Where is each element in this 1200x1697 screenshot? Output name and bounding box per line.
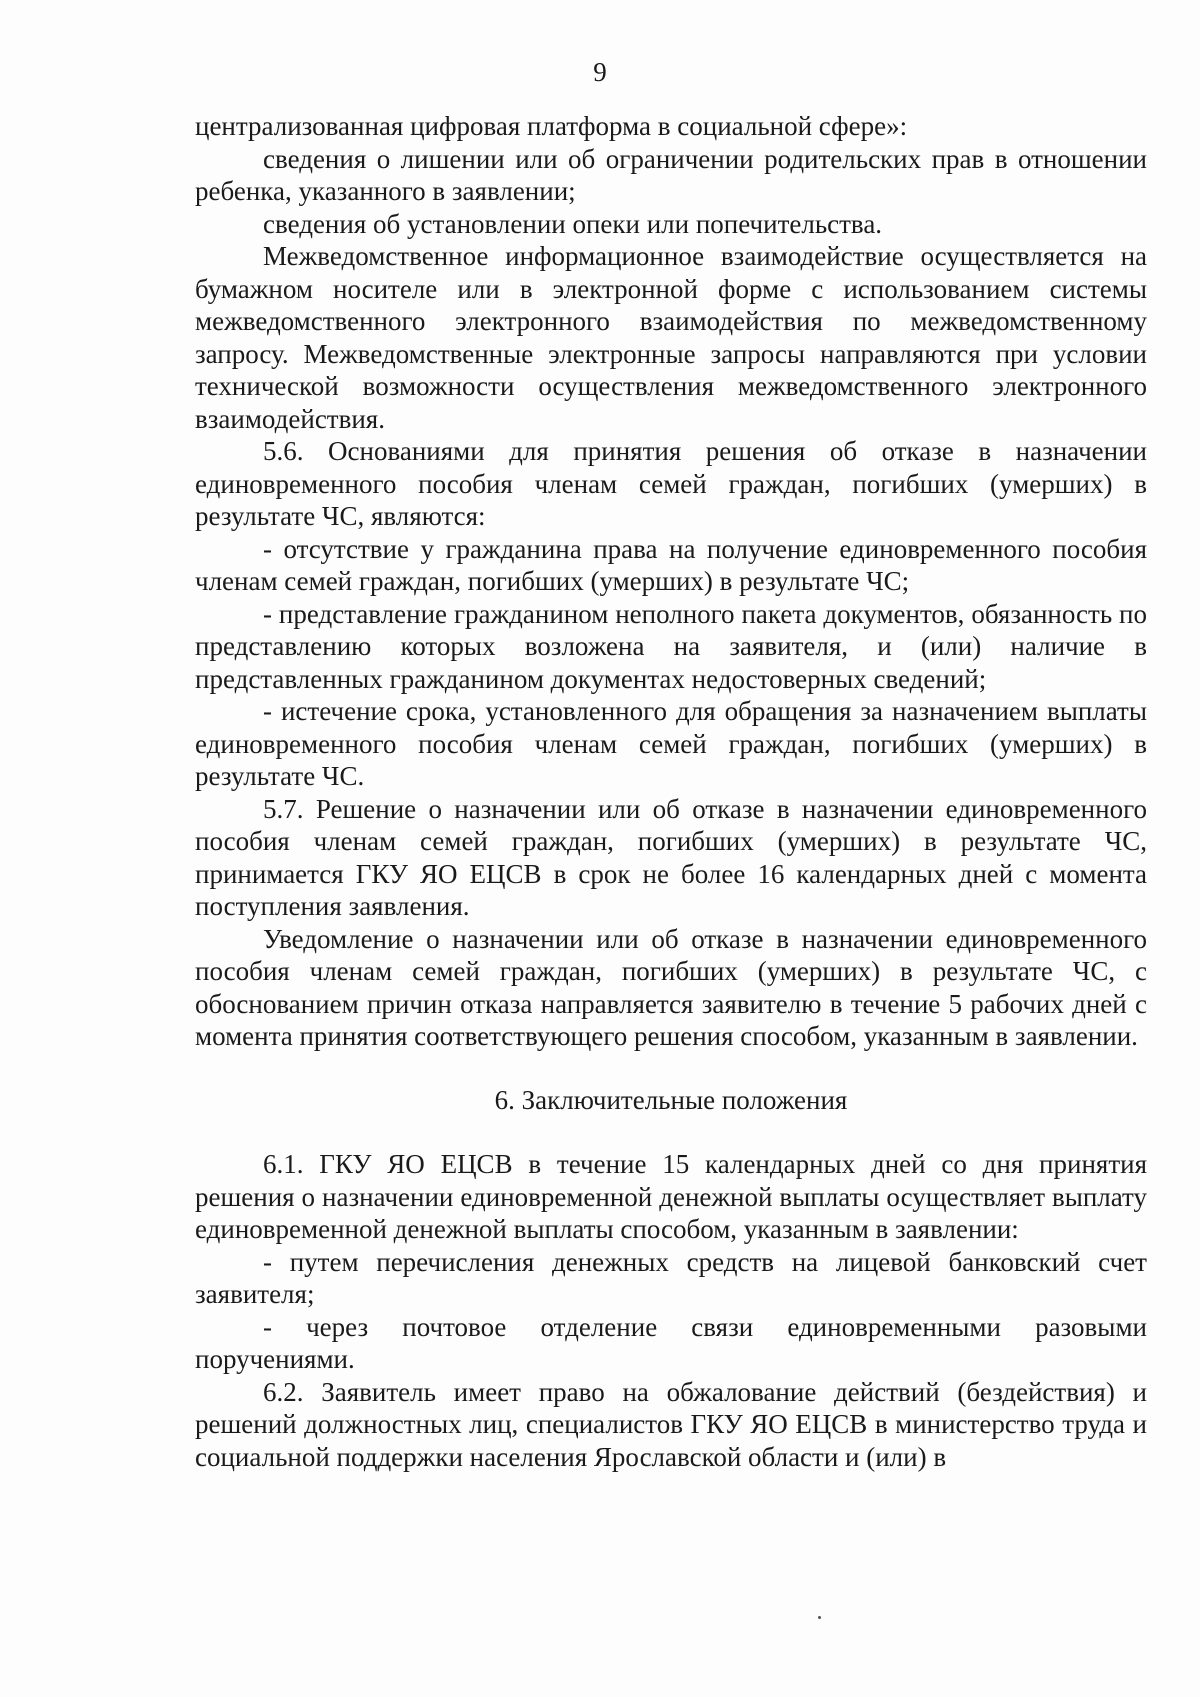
paragraph-interagency-interaction: Межведомственное информационное взаимодействие осуществляется на бумажном носителе или в электронной форме с использованием системы межведомственного электронного взаимодействия по межведомственному запросу. Межведомственные электронные запросы направляются при условии технической возможности осуществления межведомственного электронного взаимодействия. <box>195 241 1147 434</box>
list-item-incomplete-documents: - представление гражданином неполного пакета документов, обязанность по представлению которых возложена на заявителя, и (или) наличие в представленных гражданином документах недостоверных сведений; <box>195 598 1147 694</box>
list-item-bank-transfer: - путем перечисления денежных средств на лицевой банковский счет заявителя; <box>195 1246 1147 1309</box>
section-6-title: 6. Заключительные положения <box>494 1084 848 1115</box>
paragraph-6-1: 6.1. ГКУ ЯО ЕЦСВ в течение 15 календарных дней со дня принятия решения о назначении единовременной денежной выплаты осуществляет выплату единовременной денежной выплаты способом, указанным в заявлении: <box>195 1149 1147 1244</box>
list-item-deadline-expired: - истечение срока, установленного для обращения за назначением выплаты единовременного пособия членам семей граждан, погибших (умерших) в результате ЧС. <box>195 696 1147 791</box>
paragraph-notification: Уведомление о назначении или об отказе в назначении единовременного пособия членам семей граждан, погибших (умерших) в результате ЧС, с обоснованием причин отказа направляется заявителю в течение 5 рабочих дней с момента принятия соответствующего решения способом, указанным в заявлении. <box>195 923 1147 1051</box>
document-body <box>195 110 1147 1473</box>
paragraph-guardianship: сведения об установлении опеки или попечительства. <box>263 208 883 239</box>
paragraph-5-6: 5.6. Основаниями для принятия решения об отказе в назначении единовременного пособия членам семей граждан, погибших (умерших) в результате ЧС, являются: <box>195 436 1147 531</box>
list-item-post-office: - через почтовое отделение связи единовременными разовыми поручениями. <box>195 1311 1147 1374</box>
paragraph-continuation: централизованная цифровая платформа в социальной сфере»: <box>195 111 908 141</box>
paragraph-parental-rights: сведения о лишении или об ограничении родительских прав в отношении ребенка, указанного в заявлении; <box>195 143 1147 206</box>
page-number: 9 <box>593 57 607 87</box>
paragraph-6-2: 6.2. Заявитель имеет право на обжалование действий (бездействия) и решений должностных лиц, специалистов ГКУ ЯО ЕЦСВ в министерство труда и социальной поддержки населения Ярославской области и (или) в <box>195 1376 1147 1472</box>
paragraph-5-7: 5.7. Решение о назначении или об отказе в назначении единовременного пособия членам семей граждан, погибших (умерших) в результате ЧС, принимается ГКУ ЯО ЕЦСВ в срок не более 16 календарных дней с момента поступления заявления. <box>195 793 1147 921</box>
scan-speck <box>818 1616 821 1619</box>
list-item-no-right: - отсутствие у гражданина права на получение единовременного пособия членам семей граждан, погибших (умерших) в результате ЧС; <box>195 533 1147 596</box>
